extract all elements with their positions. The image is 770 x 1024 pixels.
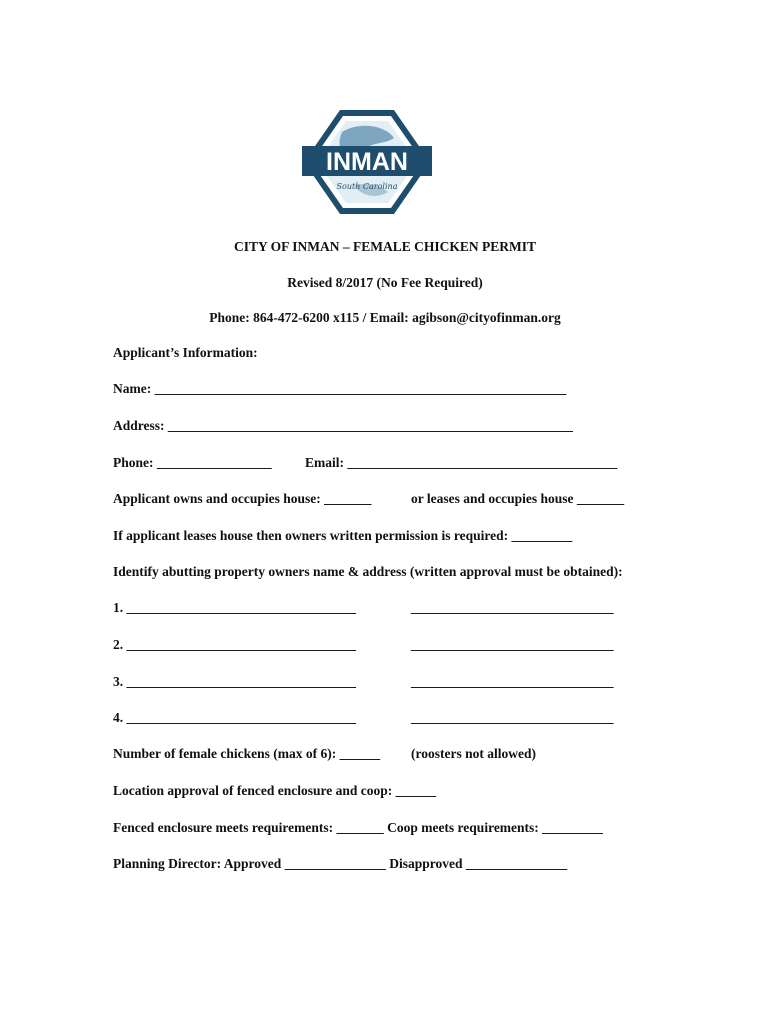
- revised-note: Revised 8/2017 (No Fee Required): [287, 275, 483, 290]
- contact-line: Phone: 864-472-6200 x115 / Email: agibson@cityofinman.org: [209, 310, 561, 325]
- leases-house-field[interactable]: or leases and occupies house _______: [411, 491, 625, 506]
- chicken-count-field[interactable]: Number of female chickens (max of 6): ______: [113, 746, 381, 761]
- abutting-owner-4-address[interactable]: ______________________________: [411, 710, 614, 725]
- requirements-field[interactable]: Fenced enclosure meets requirements: _______ Coop meets requirements: _________: [113, 820, 603, 835]
- inman-logo: [302, 108, 432, 216]
- abutting-owner-3-name[interactable]: 3. __________________________________: [113, 674, 356, 689]
- abutting-owner-1-name[interactable]: 1. __________________________________: [113, 600, 356, 615]
- owns-house-field[interactable]: Applicant owns and occupies house: _______: [113, 491, 372, 506]
- email-field[interactable]: Email: ________________________________________: [305, 455, 618, 470]
- abutting-owner-2-name[interactable]: 2. __________________________________: [113, 637, 356, 652]
- abutting-owners-title: Identify abutting property owners name & address (written approval must be obtained):: [113, 564, 623, 579]
- name-field[interactable]: Name: _____________________________________________________________: [113, 381, 567, 396]
- abutting-owner-2-address[interactable]: ______________________________: [411, 637, 614, 652]
- owner-permission-field[interactable]: If applicant leases house then owners written permission is required: _________: [113, 528, 573, 543]
- address-field[interactable]: Address: ____________________________________________________________: [113, 418, 573, 433]
- applicant-section-title: Applicant’s Information:: [113, 345, 258, 360]
- abutting-owner-3-address[interactable]: ______________________________: [411, 674, 614, 689]
- logo-subtitle: South Carolina: [336, 182, 398, 191]
- logo-name: INMAN: [326, 148, 408, 176]
- abutting-owner-4-name[interactable]: 4. __________________________________: [113, 710, 356, 725]
- abutting-owner-1-address[interactable]: ______________________________: [411, 600, 614, 615]
- planning-director-field[interactable]: Planning Director: Approved _______________ Disapproved _______________: [113, 856, 568, 871]
- phone-field[interactable]: Phone: _________________: [113, 455, 272, 470]
- form-title: CITY OF INMAN – FEMALE CHICKEN PERMIT: [233, 239, 536, 254]
- roosters-note: (roosters not allowed): [411, 746, 536, 761]
- location-approval-field[interactable]: Location approval of fenced enclosure and coop: ______: [113, 783, 437, 798]
